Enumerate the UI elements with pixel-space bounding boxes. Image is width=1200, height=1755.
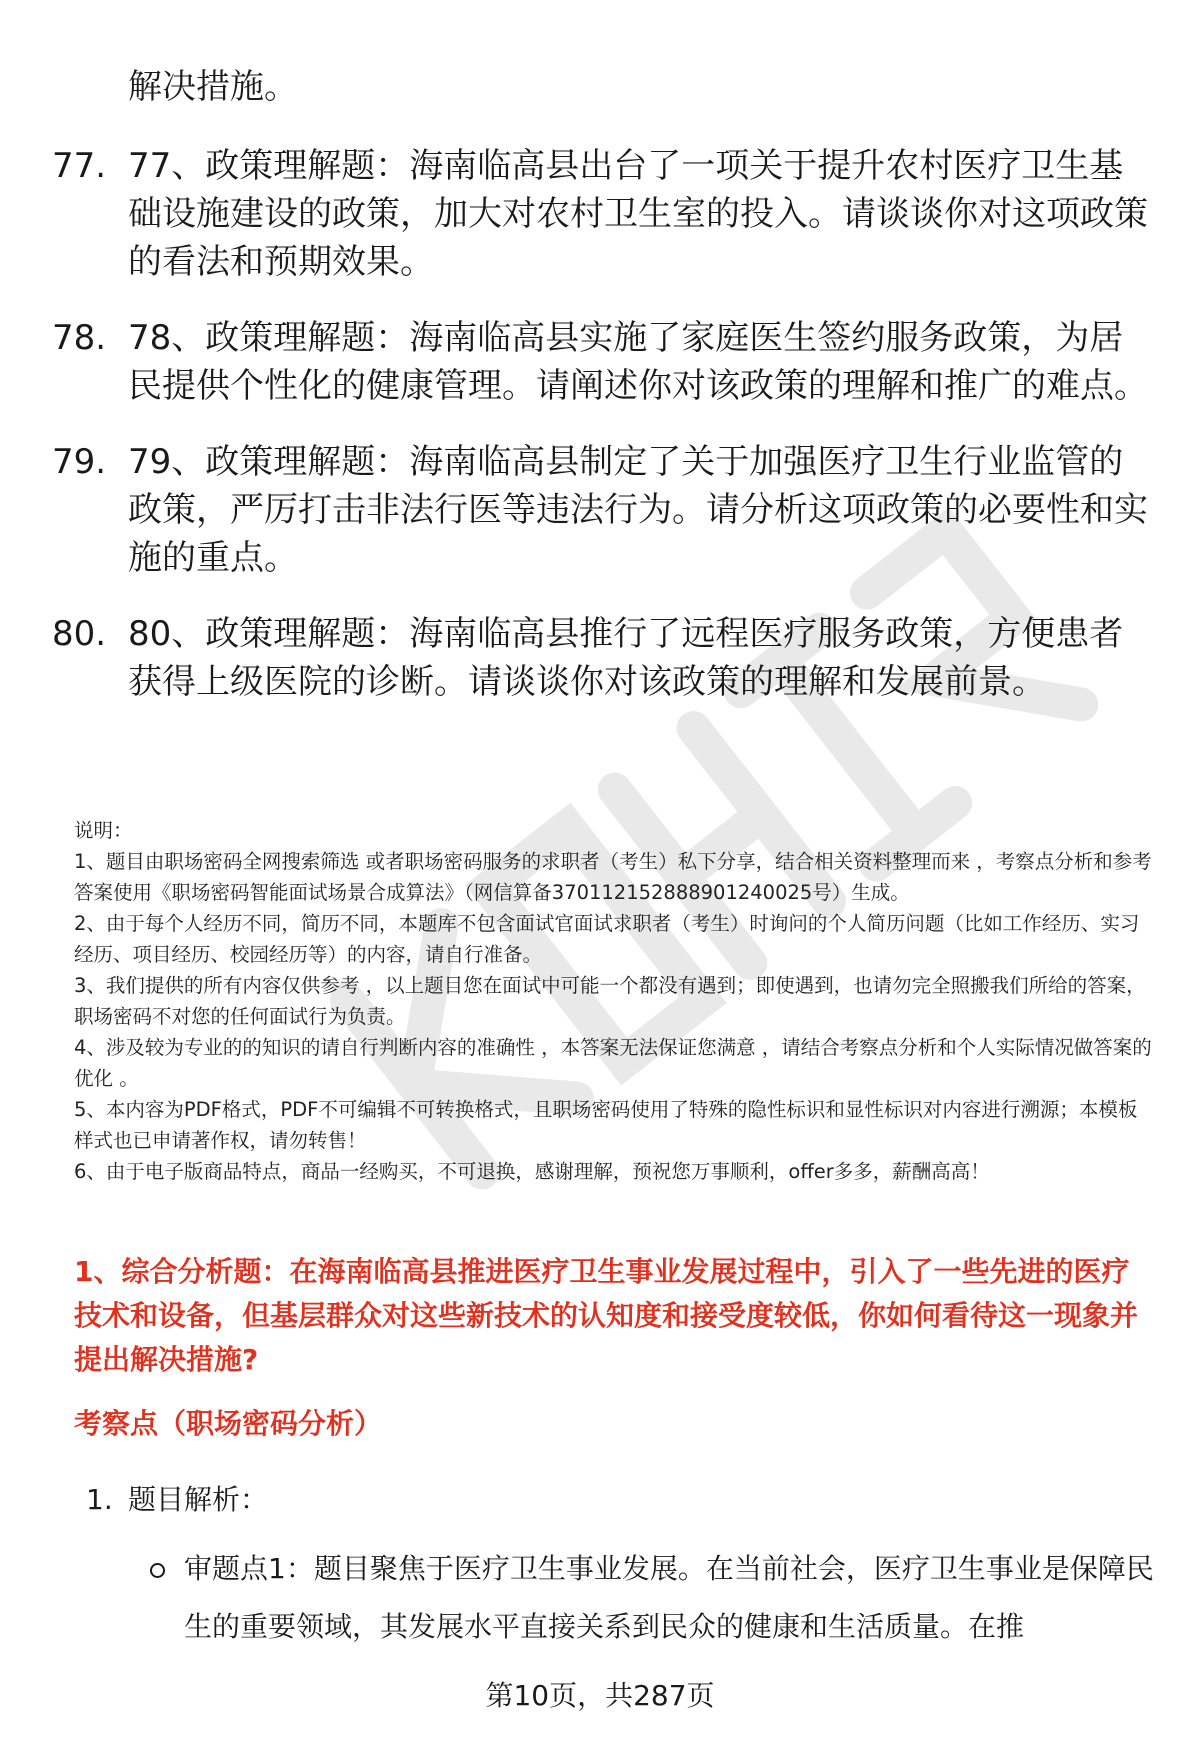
notes-title: 说明： — [74, 819, 133, 842]
question-number: 80. — [52, 614, 107, 654]
analysis-item-number: 1. — [86, 1483, 113, 1516]
question-number: 77. — [52, 146, 107, 186]
note-item: 2、由于每个人经历不同，简历不同，本题库不包含面试官面试求职者（考生）时询问的个人简历问题（比如工作经历、实习经历、项目经历、校园经历等）的内容，请自行准备。 — [74, 912, 1140, 966]
note-item: 5、本内容为PDF格式，PDF不可编辑不可转换格式，且职场密码使用了特殊的隐性标识和显性标识对内容进行溯源；本模板样式也已申请著作权，请勿转售！ — [74, 1098, 1138, 1152]
note-item: 1、题目由职场密码全网搜索筛选 或者职场密码服务的求职者（考生）私下分享，结合相关资料整理而来 ，考察点分析和参考答案使用《职场密码智能面试场景合成算法》（网信算备370112152888901240025号）生成。 — [74, 850, 1152, 904]
list-item — [52, 142, 1152, 286]
question-list — [52, 142, 1152, 734]
question-number: 78. — [52, 318, 107, 358]
note-item: 3、我们提供的所有内容仅供参考 ，以上题目您在面试中可能一个都没有遇到；即使遇到，也请勿完全照搬我们所给的答案，职场密码不对您的任何面试行为负责。 — [74, 974, 1146, 1028]
question-text: 78、政策理解题：海南临高县实施了家庭医生签约服务政策，为居民提供个性化的健康管理。请阐述你对该政策的理解和推广的难点。 — [128, 318, 1148, 406]
analysis-item-label: 题目解析： — [128, 1483, 269, 1516]
question-number: 79. — [52, 442, 107, 482]
main-question: 1、综合分析题：在海南临高县推进医疗卫生事业发展过程中，引入了一些先进的医疗技术和设备，但基层群众对这些新技术的认知度和接受度较低，你如何看待这一现象并提出解决措施? — [74, 1255, 1139, 1376]
analysis-item — [86, 1480, 268, 1520]
note-item: 6、由于电子版商品特点，商品一经购买，不可退换，感谢理解，预祝您万事顺利，offer多多，薪酬高高！ — [74, 1160, 990, 1183]
question-text: 77、政策理解题：海南临高县出台了一项关于提升农村医疗卫生基础设施建设的政策，加大对农村卫生室的投入。请谈谈你对这项政策的看法和预期效果。 — [128, 146, 1148, 282]
circle-bullet-icon — [150, 1563, 165, 1578]
continuation-text: 解决措施。 — [128, 67, 298, 107]
note-item: 4、涉及较为专业的的知识的请自行判断内容的准确性 ，本答案无法保证您满意 ，请结合考察点分析和个人实际情况做答案的优化 。 — [74, 1036, 1152, 1090]
list-item — [52, 438, 1152, 582]
analysis-sub-point — [150, 1540, 1160, 1656]
notes-section — [74, 815, 1154, 1187]
sub-point-text: 审题点1：题目聚焦于医疗卫生事业发展。在当前社会，医疗卫生事业是保障民生的重要领域，其发展水平直接关系到民众的健康和生活质量。在推 — [184, 1552, 1154, 1643]
list-item — [52, 314, 1152, 410]
analysis-heading: 考察点（职场密码分析） — [74, 1407, 383, 1440]
question-text: 80、政策理解题：海南临高县推行了远程医疗服务政策，方便患者获得上级医院的诊断。请谈谈你对该政策的理解和发展前景。 — [128, 614, 1124, 702]
list-item — [52, 610, 1152, 706]
page-footer: 第10页，共287页 — [485, 1679, 715, 1712]
question-text: 79、政策理解题：海南临高县制定了关于加强医疗卫生行业监管的政策，严厉打击非法行医等违法行为。请分析这项政策的必要性和实施的重点。 — [128, 442, 1148, 578]
